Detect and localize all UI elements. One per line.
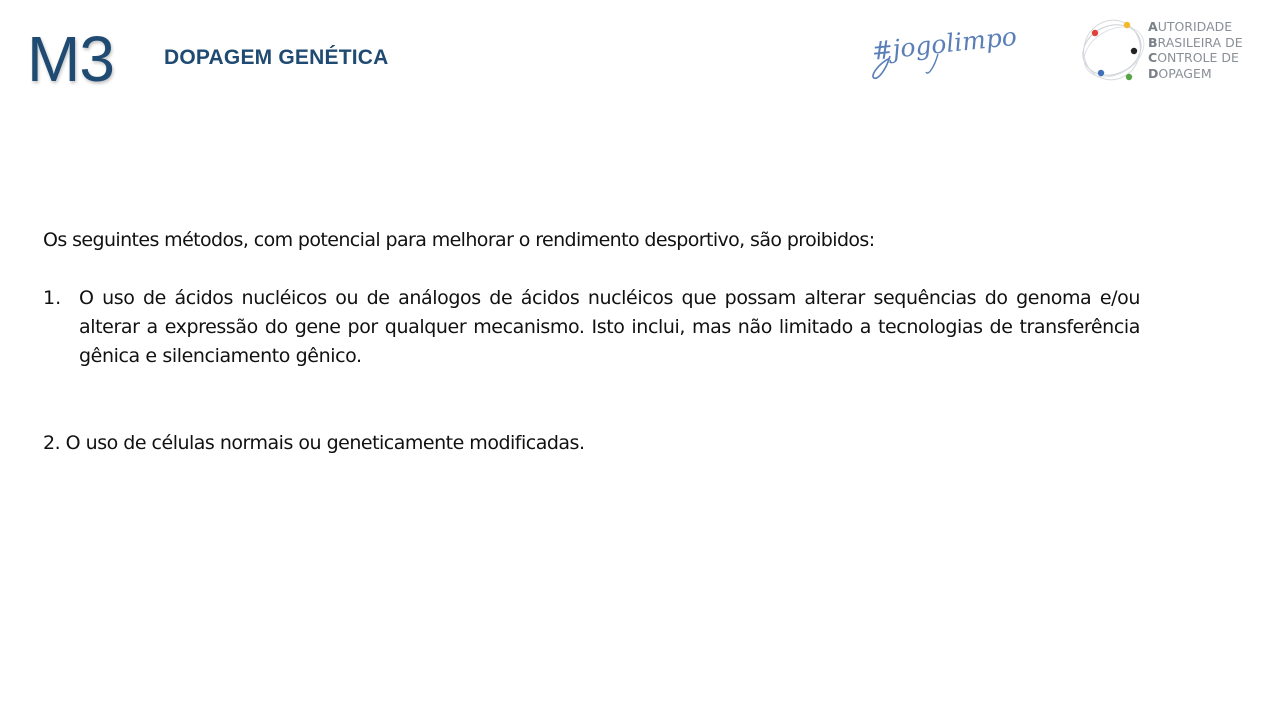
page-title: DOPAGEM GENÉTICA [164,46,389,69]
abcd-dot-yellow [1124,22,1130,28]
list-item-1-number: 1. [43,287,62,309]
jogolimpo-logo [868,14,1019,86]
jogolimpo-logo-text: #jogolimpo [870,21,1019,66]
list-item-1 [43,284,1140,371]
abcd-dot-green [1126,74,1132,80]
section-code: M3 [27,23,114,95]
abcd-line-4: DOPAGEM [1148,65,1212,81]
abcd-logo-mark [1078,14,1148,86]
abcd-line-1: AUTORIDADE [1148,19,1233,34]
abcd-dot-black [1131,48,1137,54]
intro-paragraph: Os seguintes métodos, com potencial para melhorar o rendimento desportivo, são proibidos: [43,229,875,251]
abcd-line-3: CONTROLE DE [1148,50,1239,65]
list-item-1-text: O uso de ácidos nucléicos ou de análogos de ácidos nucléicos que possam alterar sequências do genoma e/ou alterar a expressão do gene por qualquer mecanismo. Isto inclui, mas não limitado a tecnologias de transferência gênica e silenciamento gênico. [79,287,1140,367]
abcd-line-2: BRASILEIRA DE [1148,34,1243,50]
abcd-dot-blue [1098,70,1104,76]
abcd-dot-red [1092,30,1098,36]
slide-body [43,226,1140,458]
list-item-2: 2. O uso de células normais ou geneticamente modificadas. [43,432,585,454]
abcd-logo-text [1148,19,1243,81]
